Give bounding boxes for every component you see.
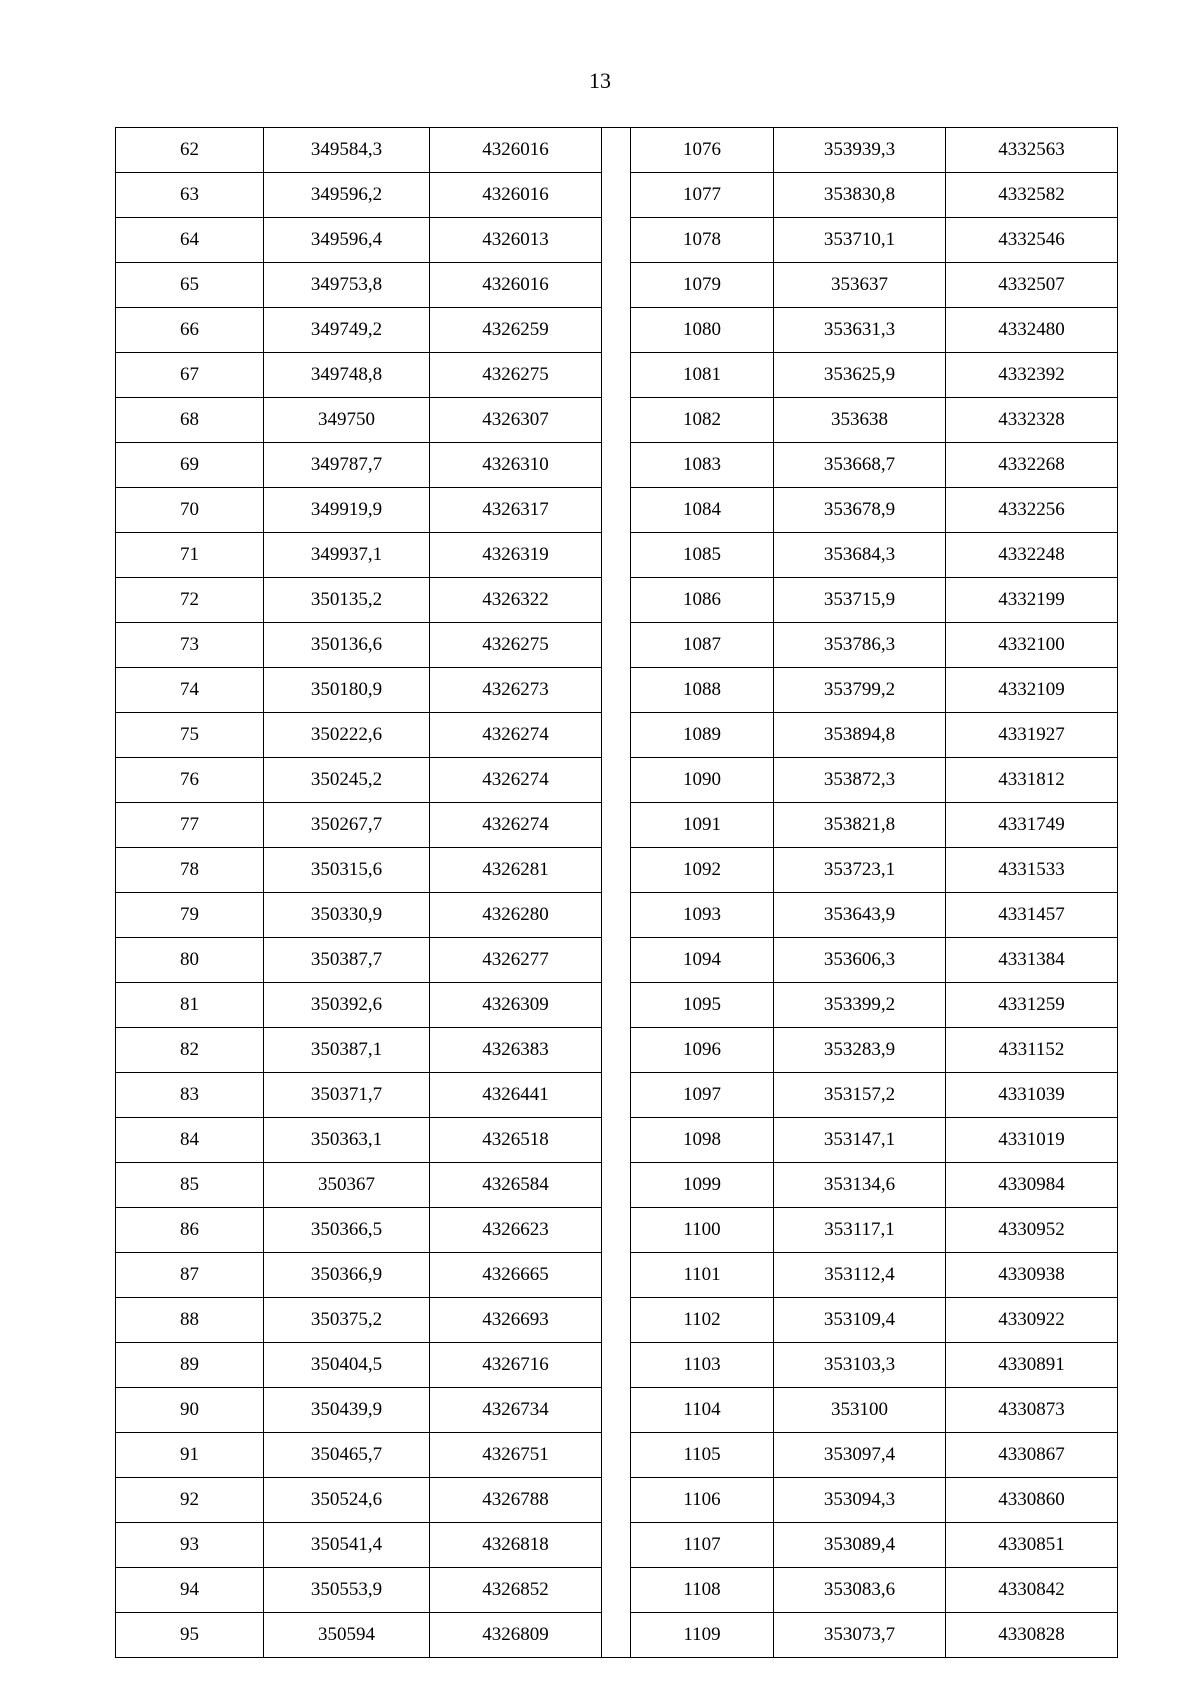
y-coordinate-cell: 4326274	[430, 803, 602, 848]
y-coordinate-cell: 4326623	[430, 1208, 602, 1253]
point-number-cell: 92	[116, 1478, 264, 1523]
x-coordinate-cell: 353939,3	[774, 128, 946, 173]
y-coordinate-cell: 4331812	[946, 758, 1118, 803]
x-coordinate-cell: 353100	[774, 1388, 946, 1433]
table-row	[116, 578, 1118, 623]
column-separator	[602, 623, 631, 668]
table-row	[116, 1253, 1118, 1298]
x-coordinate-cell: 350371,7	[264, 1073, 430, 1118]
y-coordinate-cell: 4326013	[430, 218, 602, 263]
y-coordinate-cell: 4326280	[430, 893, 602, 938]
point-number-cell: 79	[116, 893, 264, 938]
y-coordinate-cell: 4326275	[430, 353, 602, 398]
table-row	[116, 848, 1118, 893]
table-row	[116, 533, 1118, 578]
y-coordinate-cell: 4331457	[946, 893, 1118, 938]
y-coordinate-cell: 4332199	[946, 578, 1118, 623]
y-coordinate-cell: 4331019	[946, 1118, 1118, 1163]
x-coordinate-cell: 353147,1	[774, 1118, 946, 1163]
x-coordinate-cell: 353399,2	[774, 983, 946, 1028]
point-number-cell: 1103	[631, 1343, 774, 1388]
column-separator	[602, 173, 631, 218]
point-number-cell: 70	[116, 488, 264, 533]
point-number-cell: 90	[116, 1388, 264, 1433]
x-coordinate-cell: 350180,9	[264, 668, 430, 713]
x-coordinate-cell: 350222,6	[264, 713, 430, 758]
x-coordinate-cell: 353723,1	[774, 848, 946, 893]
y-coordinate-cell: 4326751	[430, 1433, 602, 1478]
x-coordinate-cell: 353631,3	[774, 308, 946, 353]
x-coordinate-cell: 349919,9	[264, 488, 430, 533]
table-row	[116, 1388, 1118, 1433]
table-row	[116, 983, 1118, 1028]
x-coordinate-cell: 353715,9	[774, 578, 946, 623]
point-number-cell: 1088	[631, 668, 774, 713]
y-coordinate-cell: 4330851	[946, 1523, 1118, 1568]
y-coordinate-cell: 4330867	[946, 1433, 1118, 1478]
point-number-cell: 1100	[631, 1208, 774, 1253]
y-coordinate-cell: 4326307	[430, 398, 602, 443]
column-separator	[602, 758, 631, 803]
column-separator	[602, 1478, 631, 1523]
point-number-cell: 63	[116, 173, 264, 218]
table-row	[116, 1568, 1118, 1613]
x-coordinate-cell: 350594	[264, 1613, 430, 1658]
table-row	[116, 1478, 1118, 1523]
point-number-cell: 1091	[631, 803, 774, 848]
point-number-cell: 1077	[631, 173, 774, 218]
x-coordinate-cell: 350375,2	[264, 1298, 430, 1343]
column-separator	[602, 1523, 631, 1568]
point-number-cell: 94	[116, 1568, 264, 1613]
y-coordinate-cell: 4326319	[430, 533, 602, 578]
table-row	[116, 353, 1118, 398]
table-row	[116, 668, 1118, 713]
point-number-cell: 1105	[631, 1433, 774, 1478]
table-row	[116, 173, 1118, 218]
point-number-cell: 91	[116, 1433, 264, 1478]
column-separator	[602, 443, 631, 488]
table-row	[116, 1028, 1118, 1073]
x-coordinate-cell: 350267,7	[264, 803, 430, 848]
column-separator	[602, 1208, 631, 1253]
point-number-cell: 1083	[631, 443, 774, 488]
x-coordinate-cell: 353112,4	[774, 1253, 946, 1298]
column-separator	[602, 1388, 631, 1433]
x-coordinate-cell: 353668,7	[774, 443, 946, 488]
table-row	[116, 263, 1118, 308]
point-number-cell: 1098	[631, 1118, 774, 1163]
point-number-cell: 75	[116, 713, 264, 758]
y-coordinate-cell: 4330891	[946, 1343, 1118, 1388]
y-coordinate-cell: 4332507	[946, 263, 1118, 308]
x-coordinate-cell: 353894,8	[774, 713, 946, 758]
page-number: 13	[589, 68, 611, 93]
x-coordinate-cell: 350315,6	[264, 848, 430, 893]
y-coordinate-cell: 4326693	[430, 1298, 602, 1343]
column-separator	[602, 1568, 631, 1613]
point-number-cell: 77	[116, 803, 264, 848]
point-number-cell: 62	[116, 128, 264, 173]
y-coordinate-cell: 4326273	[430, 668, 602, 713]
column-separator	[602, 488, 631, 533]
table-row	[116, 893, 1118, 938]
point-number-cell: 64	[116, 218, 264, 263]
column-separator	[602, 578, 631, 623]
point-number-cell: 1086	[631, 578, 774, 623]
x-coordinate-cell: 350387,7	[264, 938, 430, 983]
table-row	[116, 308, 1118, 353]
point-number-cell: 1094	[631, 938, 774, 983]
y-coordinate-cell: 4332546	[946, 218, 1118, 263]
x-coordinate-cell: 353643,9	[774, 893, 946, 938]
y-coordinate-cell: 4326016	[430, 173, 602, 218]
x-coordinate-cell: 349596,4	[264, 218, 430, 263]
x-coordinate-cell: 353097,4	[774, 1433, 946, 1478]
point-number-cell: 83	[116, 1073, 264, 1118]
point-number-cell: 81	[116, 983, 264, 1028]
x-coordinate-cell: 353606,3	[774, 938, 946, 983]
table-row	[116, 1298, 1118, 1343]
y-coordinate-cell: 4331039	[946, 1073, 1118, 1118]
point-number-cell: 85	[116, 1163, 264, 1208]
point-number-cell: 1078	[631, 218, 774, 263]
y-coordinate-cell: 4326665	[430, 1253, 602, 1298]
y-coordinate-cell: 4331384	[946, 938, 1118, 983]
x-coordinate-cell: 350465,7	[264, 1433, 430, 1478]
point-number-cell: 1108	[631, 1568, 774, 1613]
table-row	[116, 803, 1118, 848]
x-coordinate-cell: 350135,2	[264, 578, 430, 623]
table-row	[116, 488, 1118, 533]
x-coordinate-cell: 350136,6	[264, 623, 430, 668]
point-number-cell: 89	[116, 1343, 264, 1388]
table-row	[116, 398, 1118, 443]
table-row	[116, 938, 1118, 983]
column-separator	[602, 1613, 631, 1658]
y-coordinate-cell: 4326716	[430, 1343, 602, 1388]
y-coordinate-cell: 4326259	[430, 308, 602, 353]
x-coordinate-cell: 353684,3	[774, 533, 946, 578]
point-number-cell: 67	[116, 353, 264, 398]
x-coordinate-cell: 350330,9	[264, 893, 430, 938]
y-coordinate-cell: 4331533	[946, 848, 1118, 893]
y-coordinate-cell: 4330984	[946, 1163, 1118, 1208]
y-coordinate-cell: 4330952	[946, 1208, 1118, 1253]
column-separator	[602, 1028, 631, 1073]
x-coordinate-cell: 349749,2	[264, 308, 430, 353]
point-number-cell: 1096	[631, 1028, 774, 1073]
x-coordinate-cell: 349750	[264, 398, 430, 443]
x-coordinate-cell: 350553,9	[264, 1568, 430, 1613]
point-number-cell: 1082	[631, 398, 774, 443]
y-coordinate-cell: 4326016	[430, 263, 602, 308]
y-coordinate-cell: 4331152	[946, 1028, 1118, 1073]
point-number-cell: 72	[116, 578, 264, 623]
y-coordinate-cell: 4330873	[946, 1388, 1118, 1433]
y-coordinate-cell: 4332582	[946, 173, 1118, 218]
point-number-cell: 76	[116, 758, 264, 803]
point-number-cell: 1101	[631, 1253, 774, 1298]
point-number-cell: 84	[116, 1118, 264, 1163]
point-number-cell: 68	[116, 398, 264, 443]
column-separator	[602, 893, 631, 938]
y-coordinate-cell: 4326383	[430, 1028, 602, 1073]
y-coordinate-cell: 4326317	[430, 488, 602, 533]
x-coordinate-cell: 353637	[774, 263, 946, 308]
y-coordinate-cell: 4332100	[946, 623, 1118, 668]
coordinates-table-body	[116, 128, 1118, 1658]
point-number-cell: 1093	[631, 893, 774, 938]
x-coordinate-cell: 353109,4	[774, 1298, 946, 1343]
table-row	[116, 1073, 1118, 1118]
point-number-cell: 1102	[631, 1298, 774, 1343]
y-coordinate-cell: 4332109	[946, 668, 1118, 713]
column-separator	[602, 128, 631, 173]
column-separator	[602, 1253, 631, 1298]
point-number-cell: 88	[116, 1298, 264, 1343]
x-coordinate-cell: 353638	[774, 398, 946, 443]
x-coordinate-cell: 353157,2	[774, 1073, 946, 1118]
point-number-cell: 71	[116, 533, 264, 578]
column-separator	[602, 938, 631, 983]
column-separator	[602, 1118, 631, 1163]
table-row	[116, 1118, 1118, 1163]
point-number-cell: 1085	[631, 533, 774, 578]
column-separator	[602, 398, 631, 443]
y-coordinate-cell: 4332392	[946, 353, 1118, 398]
x-coordinate-cell: 353094,3	[774, 1478, 946, 1523]
point-number-cell: 1081	[631, 353, 774, 398]
column-separator	[602, 1298, 631, 1343]
x-coordinate-cell: 349787,7	[264, 443, 430, 488]
column-separator	[602, 803, 631, 848]
y-coordinate-cell: 4332480	[946, 308, 1118, 353]
point-number-cell: 66	[116, 308, 264, 353]
x-coordinate-cell: 350245,2	[264, 758, 430, 803]
y-coordinate-cell: 4332256	[946, 488, 1118, 533]
column-separator	[602, 308, 631, 353]
x-coordinate-cell: 350367	[264, 1163, 430, 1208]
point-number-cell: 1084	[631, 488, 774, 533]
table-row	[116, 1163, 1118, 1208]
y-coordinate-cell: 4332268	[946, 443, 1118, 488]
x-coordinate-cell: 350366,5	[264, 1208, 430, 1253]
point-number-cell: 1106	[631, 1478, 774, 1523]
point-number-cell: 86	[116, 1208, 264, 1253]
y-coordinate-cell: 4331927	[946, 713, 1118, 758]
x-coordinate-cell: 350392,6	[264, 983, 430, 1028]
x-coordinate-cell: 353103,3	[774, 1343, 946, 1388]
y-coordinate-cell: 4332328	[946, 398, 1118, 443]
y-coordinate-cell: 4326281	[430, 848, 602, 893]
x-coordinate-cell: 353089,4	[774, 1523, 946, 1568]
table-row	[116, 443, 1118, 488]
x-coordinate-cell: 353872,3	[774, 758, 946, 803]
point-number-cell: 65	[116, 263, 264, 308]
y-coordinate-cell: 4326274	[430, 713, 602, 758]
x-coordinate-cell: 353678,9	[774, 488, 946, 533]
table-row	[116, 758, 1118, 803]
y-coordinate-cell: 4332248	[946, 533, 1118, 578]
y-coordinate-cell: 4326016	[430, 128, 602, 173]
point-number-cell: 1076	[631, 128, 774, 173]
y-coordinate-cell: 4326441	[430, 1073, 602, 1118]
y-coordinate-cell: 4330828	[946, 1613, 1118, 1658]
point-number-cell: 95	[116, 1613, 264, 1658]
point-number-cell: 87	[116, 1253, 264, 1298]
column-separator	[602, 1163, 631, 1208]
y-coordinate-cell: 4331259	[946, 983, 1118, 1028]
column-separator	[602, 848, 631, 893]
point-number-cell: 74	[116, 668, 264, 713]
column-separator	[602, 668, 631, 713]
x-coordinate-cell: 350439,9	[264, 1388, 430, 1433]
y-coordinate-cell: 4326275	[430, 623, 602, 668]
x-coordinate-cell: 353283,9	[774, 1028, 946, 1073]
y-coordinate-cell: 4326309	[430, 983, 602, 1028]
x-coordinate-cell: 350404,5	[264, 1343, 430, 1388]
x-coordinate-cell: 353625,9	[774, 353, 946, 398]
point-number-cell: 73	[116, 623, 264, 668]
column-separator	[602, 1433, 631, 1478]
table-row	[116, 128, 1118, 173]
column-separator	[602, 713, 631, 758]
point-number-cell: 1107	[631, 1523, 774, 1568]
table-row	[116, 1208, 1118, 1253]
y-coordinate-cell: 4326518	[430, 1118, 602, 1163]
point-number-cell: 1090	[631, 758, 774, 803]
table-row	[116, 1433, 1118, 1478]
table-row	[116, 1343, 1118, 1388]
y-coordinate-cell: 4326809	[430, 1613, 602, 1658]
point-number-cell: 1099	[631, 1163, 774, 1208]
y-coordinate-cell: 4330922	[946, 1298, 1118, 1343]
table-row	[116, 218, 1118, 263]
column-separator	[602, 1073, 631, 1118]
x-coordinate-cell: 350541,4	[264, 1523, 430, 1568]
y-coordinate-cell: 4326788	[430, 1478, 602, 1523]
table-row	[116, 713, 1118, 758]
y-coordinate-cell: 4326274	[430, 758, 602, 803]
point-number-cell: 1095	[631, 983, 774, 1028]
point-number-cell: 78	[116, 848, 264, 893]
y-coordinate-cell: 4326322	[430, 578, 602, 623]
point-number-cell: 82	[116, 1028, 264, 1073]
y-coordinate-cell: 4326734	[430, 1388, 602, 1433]
y-coordinate-cell: 4326852	[430, 1568, 602, 1613]
point-number-cell: 1087	[631, 623, 774, 668]
x-coordinate-cell: 350366,9	[264, 1253, 430, 1298]
point-number-cell: 1080	[631, 308, 774, 353]
x-coordinate-cell: 353710,1	[774, 218, 946, 263]
column-separator	[602, 218, 631, 263]
x-coordinate-cell: 350387,1	[264, 1028, 430, 1073]
y-coordinate-cell: 4330860	[946, 1478, 1118, 1523]
x-coordinate-cell: 353134,6	[774, 1163, 946, 1208]
y-coordinate-cell: 4326277	[430, 938, 602, 983]
y-coordinate-cell: 4331749	[946, 803, 1118, 848]
y-coordinate-cell: 4330938	[946, 1253, 1118, 1298]
point-number-cell: 1092	[631, 848, 774, 893]
x-coordinate-cell: 353073,7	[774, 1613, 946, 1658]
x-coordinate-cell: 349596,2	[264, 173, 430, 218]
y-coordinate-cell: 4332563	[946, 128, 1118, 173]
point-number-cell: 69	[116, 443, 264, 488]
column-separator	[602, 1343, 631, 1388]
y-coordinate-cell: 4326310	[430, 443, 602, 488]
y-coordinate-cell: 4330842	[946, 1568, 1118, 1613]
column-separator	[602, 263, 631, 308]
point-number-cell: 1104	[631, 1388, 774, 1433]
x-coordinate-cell: 350524,6	[264, 1478, 430, 1523]
x-coordinate-cell: 353083,6	[774, 1568, 946, 1613]
column-separator	[602, 353, 631, 398]
x-coordinate-cell: 353117,1	[774, 1208, 946, 1253]
point-number-cell: 1109	[631, 1613, 774, 1658]
point-number-cell: 80	[116, 938, 264, 983]
point-number-cell: 1097	[631, 1073, 774, 1118]
x-coordinate-cell: 349584,3	[264, 128, 430, 173]
point-number-cell: 1089	[631, 713, 774, 758]
column-separator	[602, 983, 631, 1028]
table-row	[116, 1613, 1118, 1658]
point-number-cell: 93	[116, 1523, 264, 1568]
x-coordinate-cell: 350363,1	[264, 1118, 430, 1163]
x-coordinate-cell: 349937,1	[264, 533, 430, 578]
x-coordinate-cell: 353786,3	[774, 623, 946, 668]
point-number-cell: 1079	[631, 263, 774, 308]
x-coordinate-cell: 353821,8	[774, 803, 946, 848]
table-row	[116, 623, 1118, 668]
y-coordinate-cell: 4326818	[430, 1523, 602, 1568]
x-coordinate-cell: 349753,8	[264, 263, 430, 308]
x-coordinate-cell: 353830,8	[774, 173, 946, 218]
x-coordinate-cell: 353799,2	[774, 668, 946, 713]
y-coordinate-cell: 4326584	[430, 1163, 602, 1208]
table-row	[116, 1523, 1118, 1568]
column-separator	[602, 533, 631, 578]
coordinates-table	[115, 127, 1118, 1658]
x-coordinate-cell: 349748,8	[264, 353, 430, 398]
